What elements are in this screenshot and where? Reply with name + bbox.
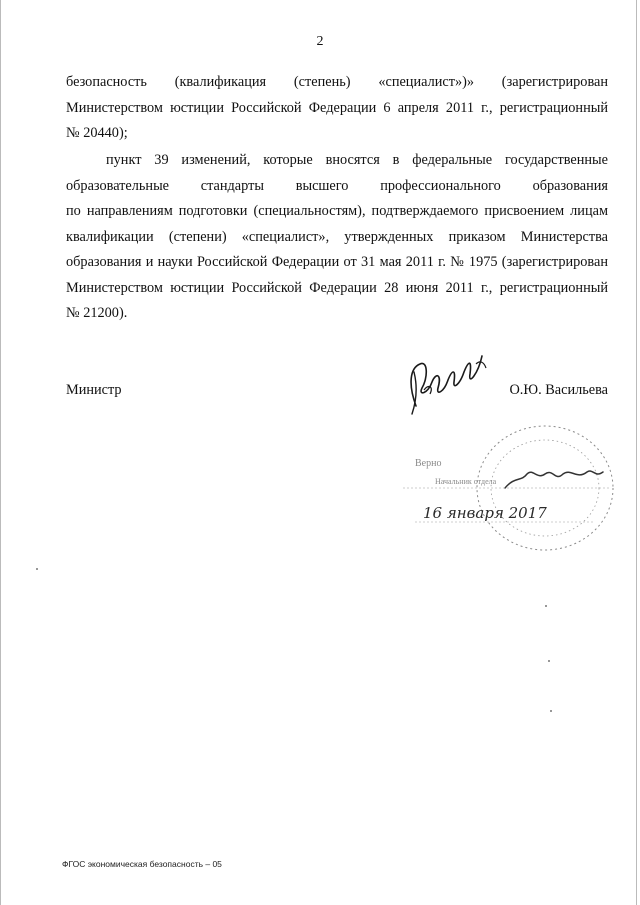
scan-speck: [548, 660, 550, 662]
svg-text:16 января 2017: 16 января 2017: [423, 504, 547, 522]
paragraph-line: по направлениям подготовки (специальностям), подтверждаемого присвоением лицам: [66, 203, 608, 219]
paragraph-line: образовательные стандарты высшего профессионального образования: [66, 177, 608, 194]
stamp-handwritten-date: [423, 504, 547, 522]
scan-speck: [545, 605, 547, 607]
paragraph-1: [66, 70, 608, 147]
scan-speck: [36, 568, 38, 570]
paragraph-line: № 20440);: [66, 125, 128, 141]
page-right-edge: [636, 0, 637, 905]
signature-block: [66, 382, 608, 406]
certification-stamp: [395, 418, 620, 558]
paragraph-line: № 21200).: [66, 305, 128, 321]
paragraph-line: Министерством юстиции Российской Федерации 6 апреля 2011 г., регистрационный: [66, 99, 608, 116]
document-footer: ФГОС экономическая безопасность – 05: [62, 859, 222, 869]
paragraph-line: безопасность (квалификация (степень) «специалист»)» (зарегистрирован: [66, 74, 608, 90]
paragraph-line: Министерством юстиции Российской Федерации 28 июня 2011 г., регистрационный: [66, 279, 608, 296]
paragraph-line: образования и науки Российской Федерации от 31 мая 2011 г. № 1975 (зарегистрирован: [66, 254, 608, 270]
signatory-title: Министр: [66, 382, 122, 398]
paragraph-line: квалификации (степени) «специалист», утвержденных приказом Министерства: [66, 228, 608, 245]
page-number: 2: [316, 34, 324, 49]
scan-speck: [550, 710, 552, 712]
stamp-line-2: Начальник отдела: [435, 477, 497, 486]
stamp-text: [415, 458, 497, 486]
paragraph-2: [66, 148, 608, 327]
stamp-line-1: Верно: [415, 458, 442, 469]
page-left-edge: [0, 0, 1, 905]
signatory-name: О.Ю. Васильева: [509, 382, 608, 398]
paragraph-line: пункт 39 изменений, которые вносятся в федеральные государственные: [106, 152, 608, 168]
